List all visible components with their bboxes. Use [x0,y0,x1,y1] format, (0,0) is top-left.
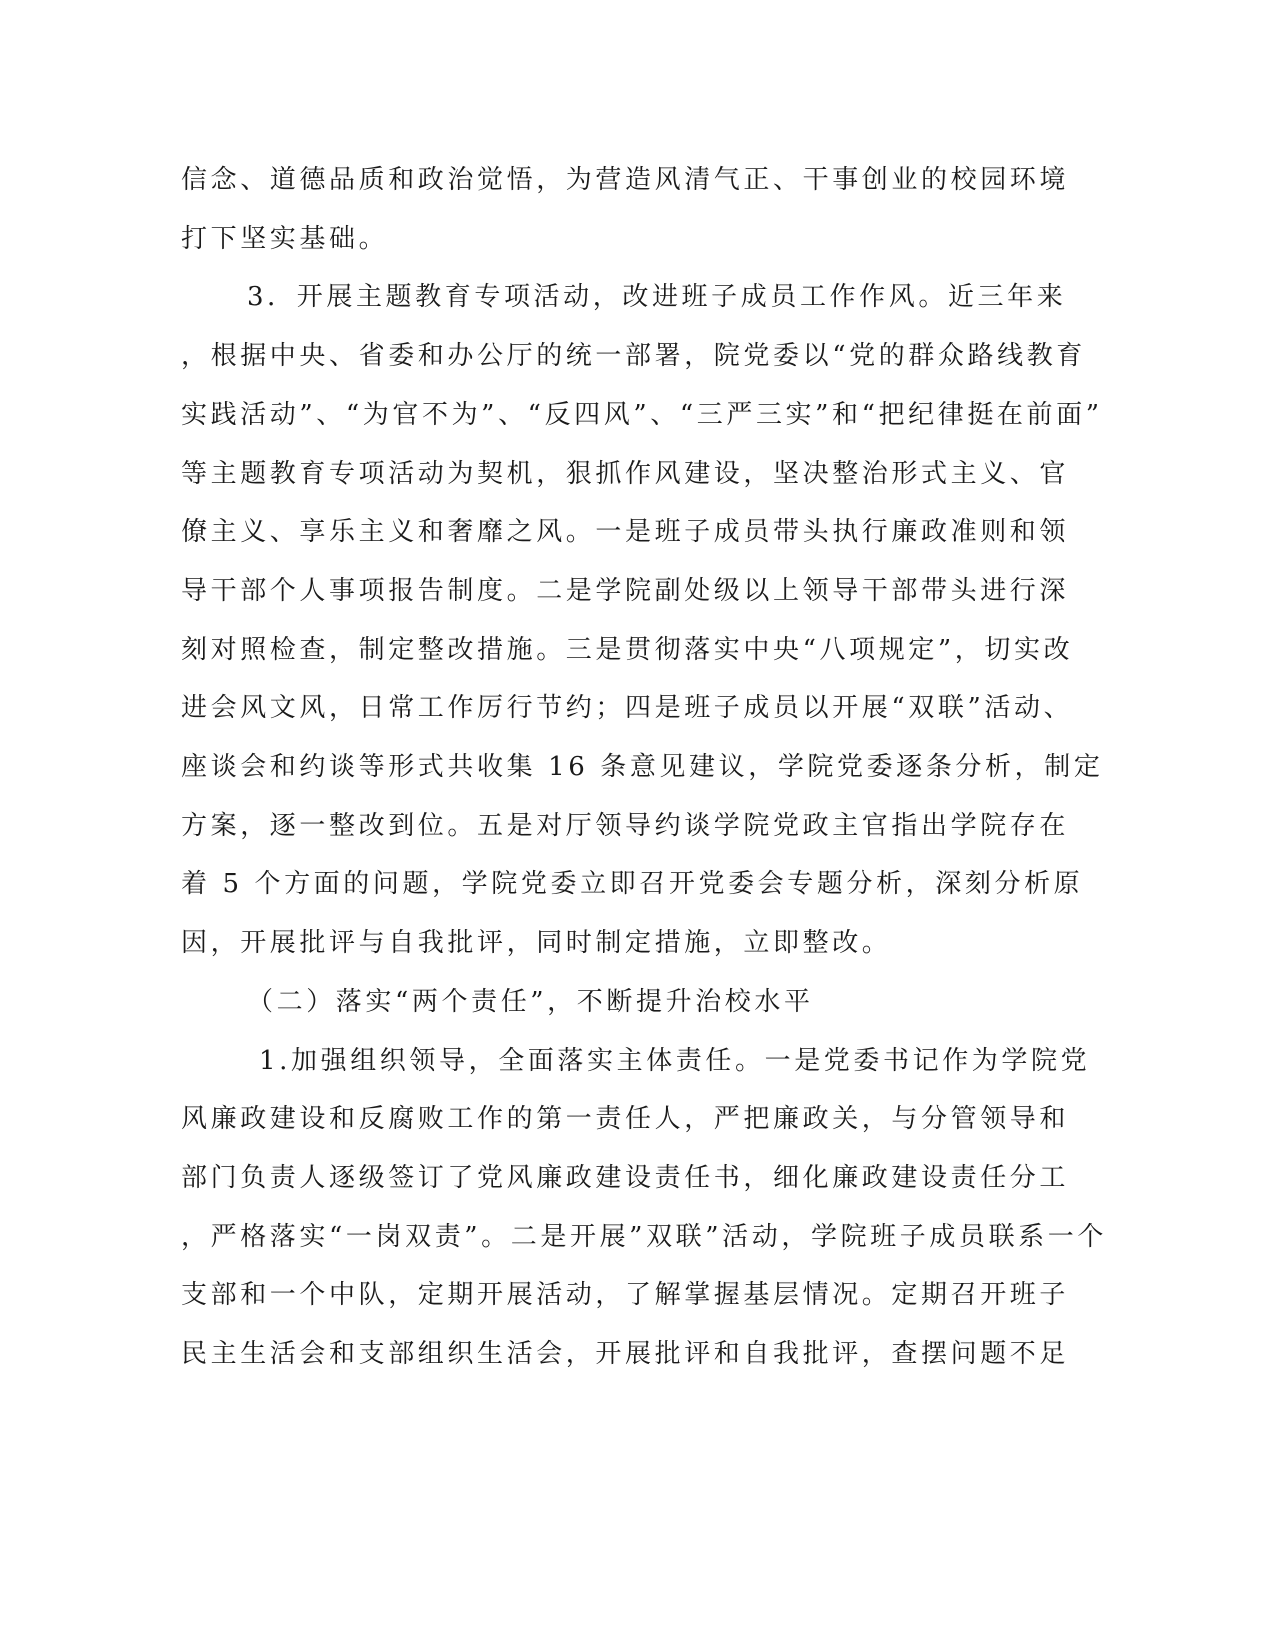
text-line: 支部和一个中队，定期开展活动，了解掌握基层情况。定期召开班子 [181,1280,1070,1310]
text-line: 僚主义、享乐主义和奢靡之风。一是班子成员带头执行廉政准则和领 [181,517,1070,547]
text-line: 进会风文风，日常工作厉行节约；四是班子成员以开展“双联”活动、 [181,693,1074,723]
text-line: 信念、道德品质和政治觉悟，为营造风清气正、干事创业的校园环境 [181,165,1070,195]
text-line: 1.加强组织领导，全面落实主体责任。一是党委书记作为学院党 [259,1046,1091,1076]
text-line: 部门负责人逐级签订了党风廉政建设责任书，细化廉政建设责任分工 [181,1163,1070,1193]
text-line: 实践活动”、“为官不为”、“反四风”、“三严三实”和“把纪律挺在前面” [181,400,1103,430]
text-line: 民主生活会和支部组织生活会，开展批评和自我批评，查摆问题不足 [181,1339,1070,1369]
text-line: 风廉政建设和反腐败工作的第一责任人，严把廉政关，与分管领导和 [181,1104,1070,1134]
text-line: 着 5 个方面的问题，学院党委立即召开党委会专题分析，深刻分析原 [181,869,1084,899]
text-line: 打下坚实基础。 [181,224,389,254]
text-line: 等主题教育专项活动为契机，狠抓作风建设，坚决整治形式主义、官 [181,459,1070,489]
text-line: 座谈会和约谈等形式共收集 16 条意见建议，学院党委逐条分析，制定 [181,752,1104,782]
text-line: 导干部个人事项报告制度。二是学院副处级以上领导干部带头进行深 [181,576,1070,606]
text-line: ，根据中央、省委和办公厅的统一部署，院党委以“党的群众路线教育 [181,341,1086,371]
text-line: 方案，逐一整改到位。五是对厅领导约谈学院党政主官指出学院存在 [181,811,1070,841]
section-heading: （二）落实“两个责任”，不断提升治校水平 [247,987,814,1017]
text-line: 3．开展主题教育专项活动，改进班子成员工作作风。近三年来 [247,282,1067,312]
text-line: 刻对照检查，制定整改措施。三是贯彻落实中央“八项规定”，切实改 [181,635,1074,665]
text-line: 因，开展批评与自我批评，同时制定措施，立即整改。 [181,928,892,958]
text-line: ，严格落实“一岗双责”。二是开展”双联”活动，学院班子成员联系一个 [181,1222,1107,1252]
